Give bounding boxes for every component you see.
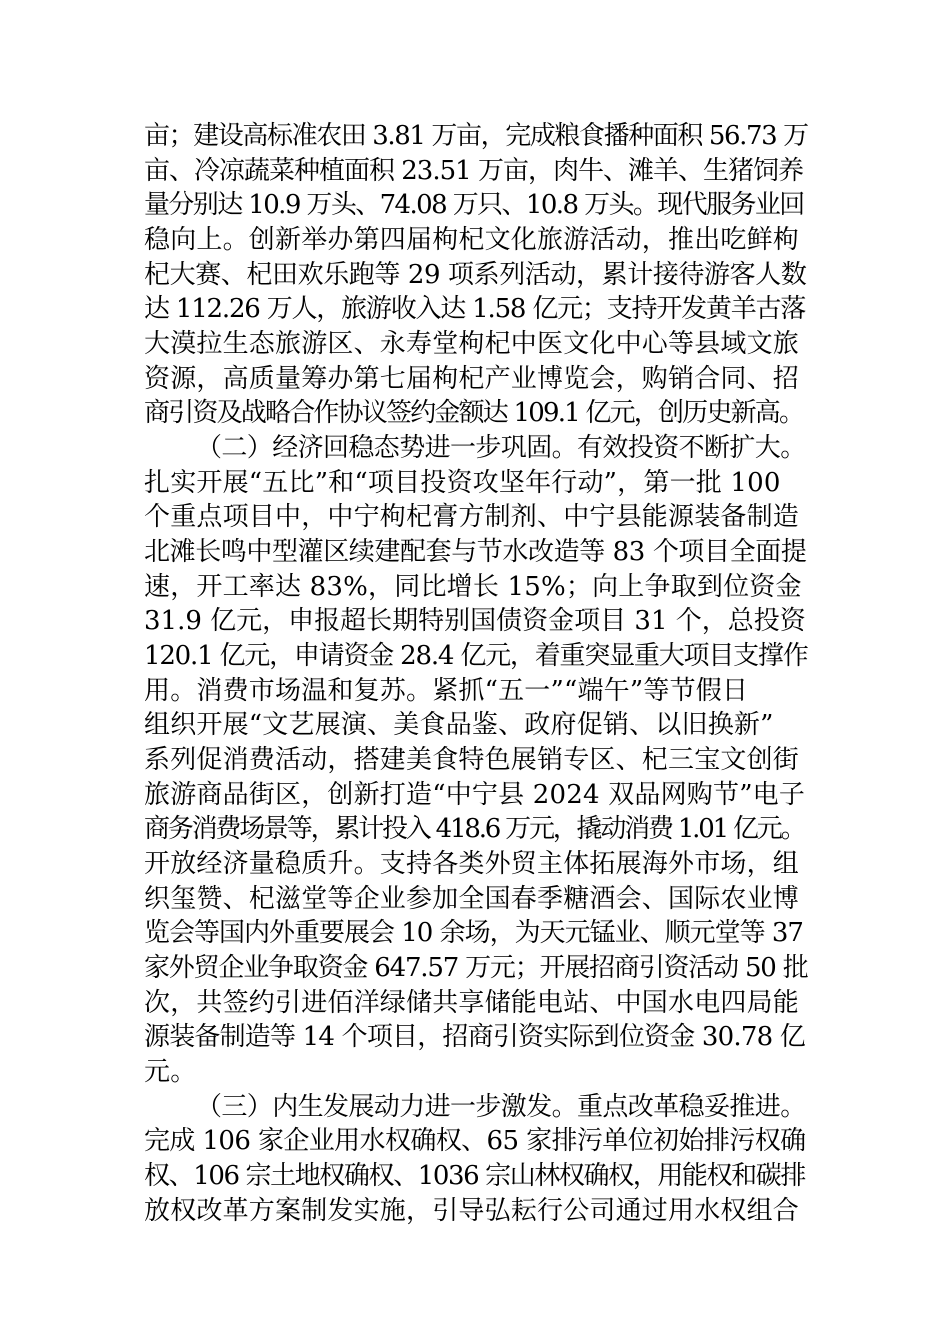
text-line: 亩、冷凉蔬菜种植面积 23.51 万亩，肉牛、滩羊、生猪饲养	[144, 156, 803, 186]
text-line: 旅游商品街区，创新打造“中宁县 2024 双品网购节”电子	[144, 780, 806, 810]
text-line: 稳向上。创新举办第四届枸杞文化旅游活动，推出吃鲜枸	[144, 225, 800, 255]
text-line: 杞大赛、杞田欢乐跑等 29 项系列活动，累计接待游客人数	[144, 260, 807, 290]
text-line: 览会等国内外重要展会 10 余场，为天元锰业、顺元堂等 37	[144, 918, 803, 948]
text-line: 织玺赞、杞滋堂等企业参加全国春季糖酒会、国际农业博	[144, 884, 800, 914]
text-line: 元。	[144, 1057, 197, 1087]
text-line: 组织开展“文艺展演、美食品鉴、政府促销、以旧换新”	[144, 710, 774, 740]
text-line: 量分别达 10.9 万头、74.08 万只、10.8 万头。现代服务业回	[144, 190, 804, 220]
text-line: 北滩长鸣中型灌区续建配套与节水改造等 83 个项目全面提	[144, 537, 807, 567]
text-line: 资源，高质量筹办第七届枸杞产业博览会，购销合同、招	[144, 364, 800, 394]
text-line: 120.1 亿元，申请资金 28.4 亿元，着重突显重大项目支撑作	[144, 641, 808, 671]
text-line: 源装备制造等 14 个项目，招商引资实际到位资金 30.78 亿	[144, 1022, 805, 1052]
section-heading-2: （二）经济回稳态势进一步巩固。有效投资不断扩大。	[196, 433, 806, 463]
text-line: 大漠拉生态旅游区、永寿堂枸杞中医文化中心等县域文旅	[144, 329, 800, 359]
text-line: 家外贸企业争取资金 647.57 万元；开展招商引资活动 50 批	[144, 953, 808, 983]
section-heading-3: （三）内生发展动力进一步激发。重点改革稳妥推进。	[196, 1092, 806, 1122]
text-line: 商引资及战略合作协议签约金额达 109.1 亿元，创历史新高。	[144, 398, 804, 428]
text-line: 次，共签约引进佰洋绿储共享储能电站、中国水电四局能	[144, 988, 800, 1018]
text-line: 商务消费场景等，累计投入 418.6 万元，撬动消费 1.01 亿元。	[144, 814, 805, 844]
text-line: 31.9 亿元，申报超长期特别国债资金项目 31 个，总投资	[144, 606, 806, 636]
text-line: 扎实开展“五比”和“项目投资攻坚年行动”，第一批 100	[144, 468, 781, 498]
text-line: 完成 106 家企业用水权确权、65 家排污单位初始排污权确	[144, 1126, 806, 1156]
text-line: 亩；建设高标准农田 3.81 万亩，完成粮食播种面积 56.73 万	[144, 121, 808, 151]
text-line: 速，开工率达 83%，同比增长 15%；向上争取到位资金	[144, 572, 802, 602]
text-line: 放权改革方案制发实施，引导弘耘行公司通过用水权组合	[144, 1196, 800, 1226]
text-line: 用。消费市场温和复苏。紧抓“五一”“端午”等节假日	[144, 676, 749, 706]
text-line: 开放经济量稳质升。支持各类外贸主体拓展海外市场，组	[144, 849, 800, 879]
text-line: 系列促消费活动，搭建美食特色展销专区、杞三宝文创街	[144, 745, 800, 775]
text-line: 达 112.26 万人，旅游收入达 1.58 亿元；支持开发黄羊古落	[144, 294, 806, 324]
text-line: 权、106 宗土地权确权、1036 宗山林权确权，用能权和碳排	[144, 1161, 805, 1191]
text-line: 个重点项目中，中宁枸杞膏方制剂、中宁县能源装备制造	[144, 502, 800, 532]
